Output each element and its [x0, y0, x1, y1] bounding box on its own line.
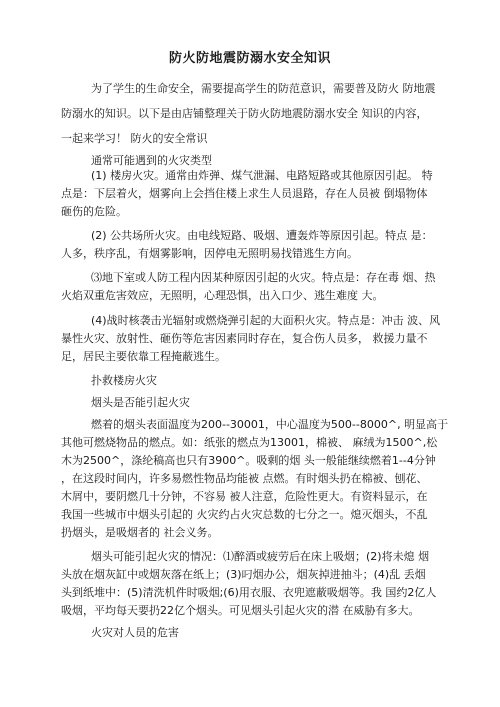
- paragraph-line: 其他可燃烧物品的燃点。如：纸张的燃点为13001，棉被、 麻绒为1500^,松: [61, 436, 438, 449]
- inline-text: 一起来学习！ 防火的安全常识: [61, 132, 208, 145]
- paragraph-line: 木为2500^，涤纶稿高也只有3900^。吸剩的烟 头一般能继续燃着1--4分钟: [61, 454, 436, 467]
- paragraph-line: (1) 楼房火灾。通常由炸弹、煤气泄漏、电路短路或其他原因引起。 特: [91, 169, 433, 182]
- paragraph-line: 头到纸堆中：(5)清洗机件时吸烟;(6)用衣服、衣兜遮蔽吸烟等。我 国约2亿人: [61, 586, 437, 599]
- paragraph-line: 暴性火灾、放射性、砸伤等危害因素同时存在，复合伤人员多， 救援力量不: [61, 332, 428, 345]
- document-title: 防火防地震防溺水安全知识: [168, 51, 331, 66]
- paragraph-line: ⑶地下室或人防工程内因某种原因引起的火灾。特点是：存在毒 烟、热: [91, 271, 436, 284]
- paragraph-line: (4)战时核袭击光辐射或燃烧弹引起的大面积火灾。特点是：冲击 波、风: [91, 314, 441, 327]
- section-heading: 扑救楼房火灾: [91, 374, 157, 387]
- paragraph-line: 燃着的烟头表面温度为200--30001，中心温度为500--8000^, 明显高于: [91, 418, 449, 431]
- paragraph-line: 人多，秩序乱，有烟雾影响，因停电无照明易找错逃生方向。: [61, 247, 358, 260]
- paragraph-line: [61, 132, 451, 146]
- paragraph-line: ，在这段时间内，许多易燃性物品均能被 点燃。有时烟头扔在棉被、刨花、: [61, 472, 428, 485]
- paragraph-line: 木屑中，要阴燃几十分钟，不容易 被人注意，危险性更大。有资料显示，在: [61, 490, 428, 503]
- paragraph-line: 头放在烟灰缸中或烟灰落在纸上；(3)叼烟办公，烟灰掉进抽斗；(4)乱 丢烟: [61, 568, 426, 581]
- paragraph-line: 扔烟头，是吸烟者的 社会义务。: [61, 526, 219, 539]
- section-heading: 烟头是否能引起火灾: [91, 396, 190, 409]
- paragraph-line: 吸烟，平均每天要扔22亿个烟头。可见烟头引起火灾的潜 在威胁有多大。: [61, 604, 420, 617]
- paragraph-line: (2) 公共场所火灾。由电线短路、吸烟、遭轰炸等原因引起。特点 是：: [91, 229, 433, 242]
- section-heading: 通常可能遇到的火灾类型: [91, 154, 212, 167]
- paragraph-line: 我国一些城市中烟头引起的 火灾约占火灾总数的七分之一。熄灭烟头，不乱: [61, 508, 428, 521]
- paragraph-line: 为了学生的生命安全，需要提高学生的防范意识，需要普及防火 防地震: [91, 82, 436, 95]
- section-heading: 火灾对人员的危害: [91, 626, 179, 639]
- paragraph-line: 防溺水的知识。以下是由店铺整理关于防火防地震防溺水安全 知识的内容，: [61, 107, 428, 120]
- paragraph-line: 点是：下层着火，烟雾向上会挡住楼上求生人员退路，存在人员被 倒塌物体: [61, 187, 428, 200]
- paragraph-line: 烟头可能引起火灾的情况：⑴醉酒或疲劳后在床上吸烟；(2)将未熄 烟: [91, 550, 430, 563]
- paragraph-line: 砸伤的危险。: [61, 205, 127, 218]
- paragraph-line: 火焰双重危害效应，无照明，心理恐惧，出入口少、逃生难度 大。: [61, 289, 384, 302]
- paragraph-line: 足，居民主要依靠工程掩蔽逃生。: [61, 350, 226, 363]
